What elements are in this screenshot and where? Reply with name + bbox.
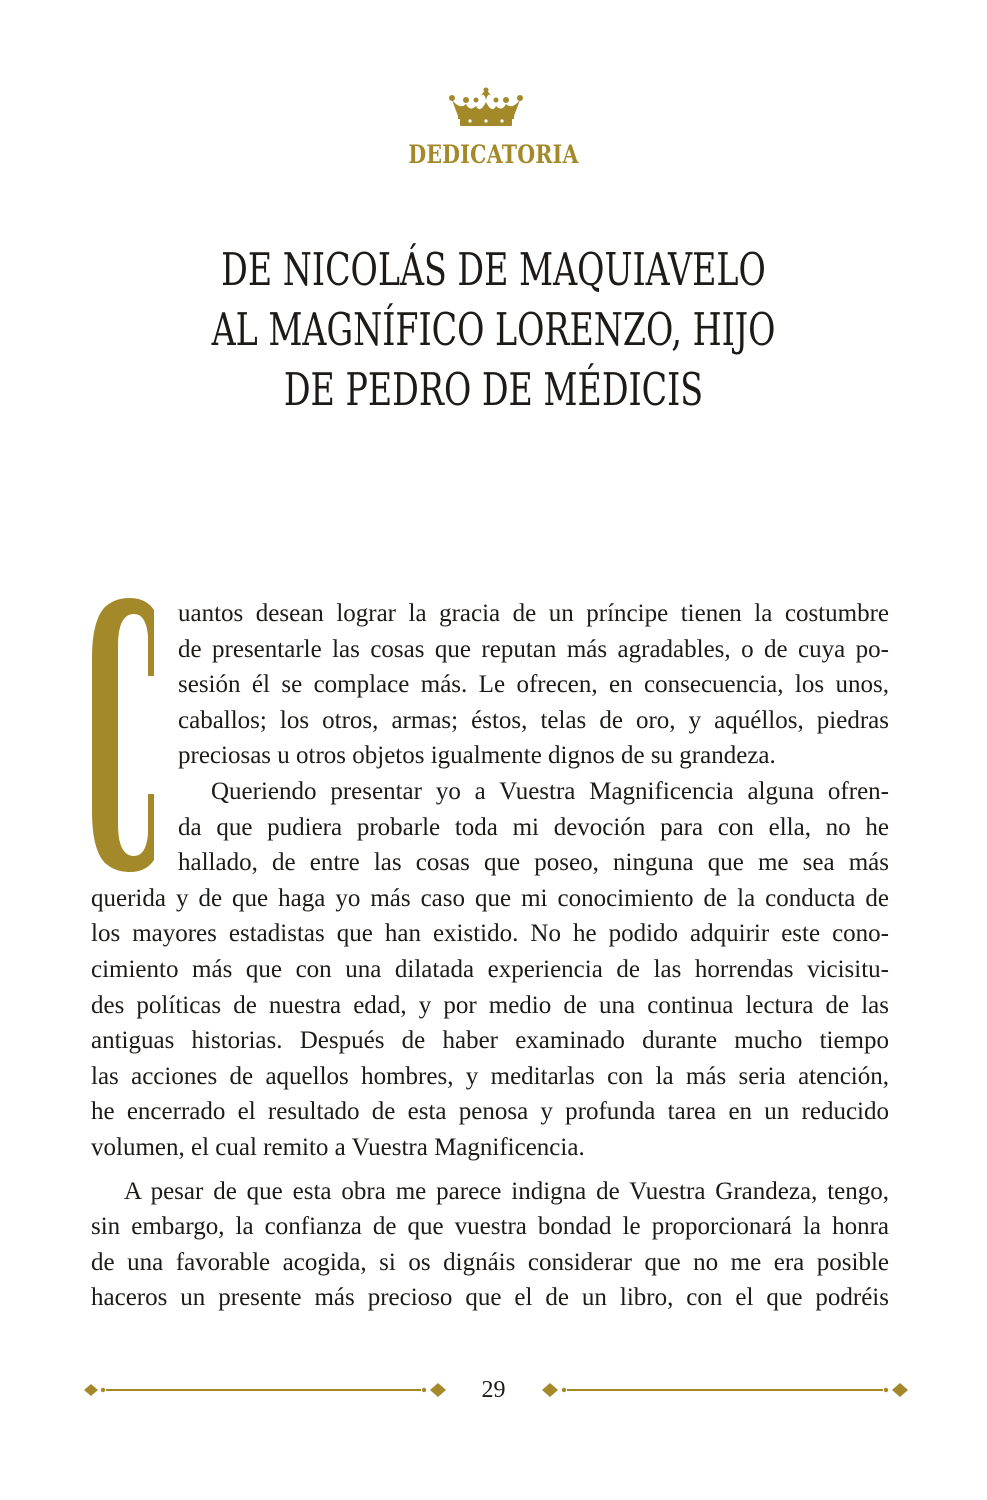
paragraph-line: uantos desean lograr la gracia de un príncipe tienen la costumbre [178,600,889,627]
paragraph-line: de una favorable acogida, si os dignáis considerar que no me era posible [91,1248,889,1276]
chapter-title-line-1: DE NICOLÁS DE MAQUIAVELO [221,243,766,296]
chapter-title-line-2: AL MAGNÍFICO LORENZO, HIJO [211,303,776,356]
paragraph-line: des políticas de nuestra edad, y por medio de una continua lectura de las [91,991,889,1019]
paragraph-line: da que pudiera probarle toda mi devoción para con ella, no he [178,813,889,841]
section-label: DEDICATORIA [408,140,579,169]
footer-ornament-right-icon [542,1380,908,1400]
paragraph-line: volumen, el cual remito a Vuestra Magnificencia. [91,1133,585,1161]
paragraph-line: hallado, de entre las cosas que poseo, ninguna que me sea más [178,849,889,877]
paragraph-line: las acciones de aquellos hombres, y meditarlas con la más seria atención, [91,1062,889,1090]
body-text [91,596,889,1316]
drop-cap-letter: C [84,585,95,602]
paragraph-line: de presentarle las cosas que reputan más agradables, o de cuya po- [178,635,889,663]
paragraph-line: cimiento más que con una dilatada experiencia de las horrendas vicisitu- [91,955,889,983]
paragraph-line: he encerrado el resultado de esta penosa y profunda tarea en un reducido [91,1098,889,1126]
paragraph-line: A pesar de que esta obra me parece indigna de Vuestra Grandeza, tengo, [124,1177,889,1205]
paragraph-line: haceros un presente más precioso que el de un libro, con el que podréis [91,1284,889,1312]
paragraph-line: querida y de que haga yo más caso que mi conocimiento de la conducta de [91,884,889,912]
crown-icon [448,86,524,128]
paragraph-line: sesión él se complace más. Le ofrecen, en consecuencia, los unos, [178,671,889,699]
paragraph-line: antiguas historias. Después de haber examinado durante mucho tiempo [91,1027,889,1055]
paragraph-line: sin embargo, la confianza de que vuestra bondad le proporcionará la honra [91,1213,889,1241]
chapter-title-line-3: DE PEDRO DE MÉDICIS [283,363,704,416]
paragraph-line: los mayores estadistas que han existido. No he podido adquirir este cono- [91,920,889,948]
paragraph-line: caballos; los otros, armas; éstos, telas de oro, y aquéllos, piedras [178,706,889,734]
paragraph-line: preciosas u otros objetos igualmente dignos de su grandeza. [178,742,776,770]
paragraph-line: Queriendo presentar yo a Vuestra Magnificencia alguna ofren- [211,777,889,805]
chapter-title [0,240,987,420]
page-number: 29 [481,1377,506,1403]
